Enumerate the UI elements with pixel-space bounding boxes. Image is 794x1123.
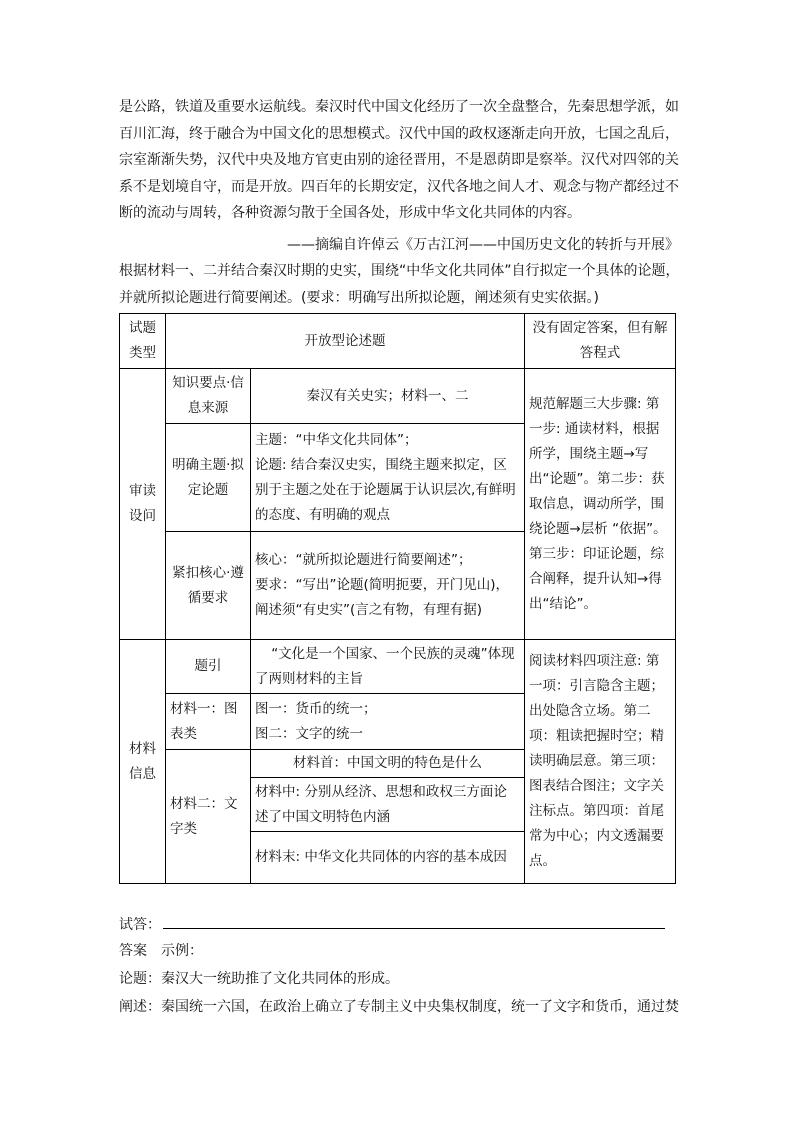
question-line: 根据材料一、二并结合秦汉时期的史实，围绕“中华文化共同体”自行拟定一个具体的论题， [119,263,680,279]
question-line: 并就所拟论题进行简要阐述。(要求：明确写出所拟论题，阐述须有史实依据。) [119,289,599,306]
content-line: 核心：“就所拟论题进行简要阐述”； [255,552,472,568]
passage-line: 百川汇海，终于融合为中国文化的思想模式。汉代中国的政权逐渐走向开放，七国之乱后， [119,125,679,142]
content-cell: 材料中: 分别从经济、思想和政权三方面论述了中国文明特色内涵 [251,778,525,832]
side-notes-cell: 规范解题三大步骤: 第一步: 通读材料，根据所学，围绕主题→写出“论题”。第二步：获取信息，调动所学，围绕论题→层析 “依据”。第三步：印证论题，综合阐释，提升认知→得出“结论”。 [525,369,676,640]
side-notes-cell: 阅读材料四项注意: 第一项：引言隐含主题；出处隐含立场。第二项：粗读把握时空；精读明确层意。第三项：图表结合图注；文字关注标点。第四项：首尾常为中心；内文透漏要点。 [525,640,676,884]
table-row [120,369,676,424]
content-line: 要求：“写出”论题(简明扼要，开门见山)，阐述须“有史实”(言之有物，有理有据) [255,577,510,618]
passage-source: ——摘编自许倬云《万古江河——中国历史文化的转折与开展》 [287,237,679,253]
content-cell: 材料首：中国文明的特色是什么 [251,750,525,778]
section-label-cell: 审读设问 [120,369,166,640]
sub-label-cell: 题引 [166,640,251,694]
content-cell: “文化是一个国家、一个民族的灵魂”体现了两则材料的主旨 [251,640,525,694]
try-label: 试答： [119,917,161,933]
answer-thesis: 论题：秦汉大一统助推了文化共同体的形成。 [119,971,399,987]
content-line: 论题: 结合秦汉史实，围绕主题来拟定，区别于主题之处在于论题属于认识层次,有鲜明的态度、有明确的观点 [255,456,516,523]
table-header-row [120,314,676,369]
passage-line: 系不是划境自守，而是开放。四百年的长期安定，汉代各地之间人才、观念与物产都经过不 [119,178,679,195]
content-line: 图一：货币的统一； [255,700,377,717]
table-row [120,640,676,694]
section-label-cell: 材料信息 [120,640,166,884]
try-answer-line [119,913,679,937]
passage [119,94,679,227]
passage-line: 是公路，铁道及重要水运航线。秦汉时代中国文化经历了一次全盘整合，先秦思想学派，如 [119,99,679,115]
passage-line: 宗室渐渐失势，汉代中央及地方官吏由别的途径晋用，不是恩荫即是察举。汉代对四邻的关 [119,152,679,168]
content-cell: 秦汉有关史实；材料一、二 [251,369,525,424]
answer-label: 答案 示例： [119,943,203,959]
type-value-cell: 开放型论述题 [166,314,525,369]
content-cell [251,694,525,750]
sub-label-cell: 材料二：文字类 [166,750,251,884]
analysis-table [119,313,676,884]
question-prompt [119,258,694,311]
answer-note-cell: 没有固定答案，但有解答程式 [525,314,676,369]
type-label-cell: 试题类型 [120,314,166,369]
passage-line: 断的流动与周转，各种资源匀散于全国各处，形成中华文化共同体的内容。 [119,205,581,221]
content-line: 图二：文字的统一 [255,725,363,742]
content-line: 主题：“中华文化共同体”； [255,431,418,448]
content-cell: 材料末: 中华文化共同体的内容的基本成因 [251,832,525,884]
sub-label-cell: 材料一：图表类 [166,694,251,750]
content-cell [251,424,525,532]
sub-label-cell: 知识要点·信息来源 [166,369,251,424]
content-cell [251,532,525,640]
answer-blank[interactable] [163,914,665,929]
answer-elaboration: 阐述：秦国统一六国，在政治上确立了专制主义中央集权制度，统一了文字和货币，通过焚 [119,999,679,1015]
sub-label-cell: 紧扣核心·遵循要求 [166,532,251,640]
sub-label-cell: 明确主题·拟定论题 [166,424,251,532]
